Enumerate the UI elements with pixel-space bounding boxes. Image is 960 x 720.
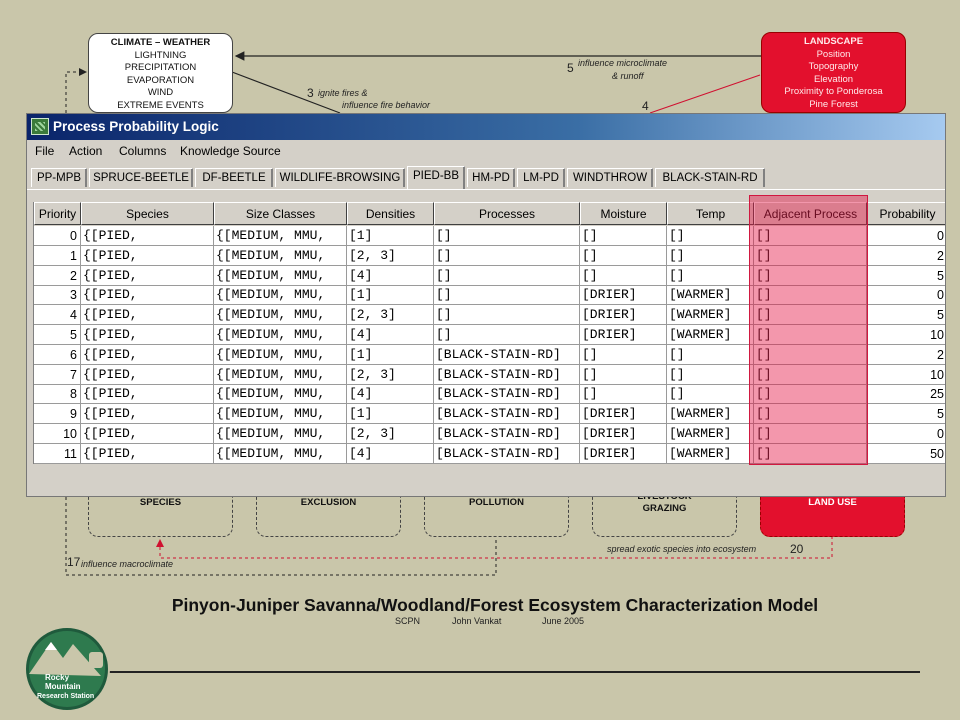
climate-line: PRECIPITATION: [124, 62, 197, 73]
footer-rule: [95, 671, 920, 673]
connector-note-17: influence macroclimate: [81, 559, 174, 569]
menu-knowledge-source[interactable]: Knowledge Source: [180, 144, 281, 158]
size-classes-cell[interactable]: {[MEDIUM, MMU,: [214, 325, 347, 345]
moisture-cell[interactable]: [DRIER]: [580, 404, 667, 424]
logo-text-line: Rocky: [45, 673, 70, 682]
window-title: Process Probability Logic: [53, 119, 219, 134]
landscape-line: Pine Forest: [809, 98, 858, 110]
column-header-species[interactable]: Species: [81, 202, 214, 225]
processes-cell[interactable]: [BLACK-STAIN-RD]: [434, 384, 580, 404]
probability-cell[interactable]: 2: [867, 345, 946, 365]
size-classes-cell[interactable]: {[MEDIUM, MMU,: [214, 305, 347, 325]
temp-cell[interactable]: [WARMER]: [667, 424, 754, 444]
tab-spruce-beetle[interactable]: SPRUCE-BEETLE: [89, 168, 193, 187]
size-classes-cell[interactable]: {[MEDIUM, MMU,: [214, 365, 347, 385]
temp-cell[interactable]: []: [667, 246, 754, 266]
processes-cell[interactable]: [BLACK-STAIN-RD]: [434, 444, 580, 464]
size-classes-cell[interactable]: {[MEDIUM, MMU,: [214, 384, 347, 404]
moisture-cell[interactable]: []: [580, 345, 667, 365]
connector-note-20: spread exotic species into ecosystem: [607, 544, 757, 554]
logo-icon: [15, 624, 120, 714]
table-row[interactable]: [34, 305, 946, 325]
probability-table: [33, 202, 946, 464]
probability-cell[interactable]: 5: [867, 305, 946, 325]
processes-cell[interactable]: [BLACK-STAIN-RD]: [434, 424, 580, 444]
landscape-line: Topography: [808, 61, 859, 72]
priority-cell[interactable]: 2: [34, 266, 81, 286]
adjacent-process-cell[interactable]: []: [754, 226, 867, 246]
table-row[interactable]: [34, 424, 946, 444]
species-cell[interactable]: {[PIED,: [81, 384, 214, 404]
climate-box-title: CLIMATE – WEATHER: [110, 37, 211, 48]
probability-cell[interactable]: 5: [867, 266, 946, 286]
tab-lm-pd[interactable]: LM-PD: [517, 168, 565, 187]
column-header-priority[interactable]: Priority: [34, 202, 81, 225]
column-header-moisture[interactable]: Moisture: [580, 202, 667, 225]
densities-cell[interactable]: [1]: [347, 285, 434, 305]
land-use-label: LAND USE: [808, 497, 857, 508]
climate-line: EXTREME EVENTS: [117, 99, 204, 111]
size-classes-cell[interactable]: {[MEDIUM, MMU,: [214, 345, 347, 365]
moisture-cell[interactable]: [DRIER]: [580, 305, 667, 325]
probability-cell[interactable]: 0: [867, 424, 946, 444]
menu-bar: [27, 140, 945, 162]
column-header-probability[interactable]: Probability: [867, 202, 946, 225]
species-cell[interactable]: {[PIED,: [81, 444, 214, 464]
temp-cell[interactable]: []: [667, 365, 754, 385]
table-row[interactable]: [34, 285, 946, 305]
size-classes-cell[interactable]: {[MEDIUM, MMU,: [214, 285, 347, 305]
logo-text-line: Mountain: [45, 682, 81, 691]
tab-pied-bb[interactable]: PIED-BB: [407, 166, 465, 189]
adjacent-process-cell[interactable]: []: [754, 246, 867, 266]
processes-cell[interactable]: []: [434, 325, 580, 345]
moisture-cell[interactable]: []: [580, 365, 667, 385]
logo-text-line: Research Station: [37, 693, 95, 700]
column-header-densities[interactable]: Densities: [347, 202, 434, 225]
probability-cell[interactable]: 50: [867, 444, 946, 464]
species-cell[interactable]: {[PIED,: [81, 365, 214, 385]
column-header-size-classes[interactable]: Size Classes: [214, 202, 347, 225]
temp-cell[interactable]: []: [667, 345, 754, 365]
landscape-box-title: LANDSCAPE: [803, 36, 864, 47]
moisture-cell[interactable]: [DRIER]: [580, 285, 667, 305]
menu-columns[interactable]: Columns: [119, 144, 167, 158]
exclusion-label: EXCLUSION: [300, 497, 357, 508]
app-icon: [31, 118, 49, 135]
processes-cell[interactable]: []: [434, 226, 580, 246]
landscape-line: Proximity to Ponderosa: [784, 86, 883, 97]
climate-line: WIND: [147, 87, 174, 98]
tab-windthrow[interactable]: WINDTHROW: [567, 168, 653, 187]
table-row[interactable]: [34, 266, 946, 286]
temp-cell[interactable]: [WARMER]: [667, 444, 754, 464]
species-cell[interactable]: {[PIED,: [81, 246, 214, 266]
tab-df-beetle[interactable]: DF-BEETLE: [195, 168, 273, 187]
adjacent-process-cell[interactable]: []: [754, 285, 867, 305]
climate-weather-box: [88, 33, 233, 113]
livestock-grazing-label: GRAZING: [642, 503, 687, 514]
connector-number-5: 5: [567, 61, 574, 75]
model-title: Pinyon-Juniper Savanna/Woodland/Forest Ecosystem Characterization Model: [171, 595, 819, 615]
processes-cell[interactable]: [BLACK-STAIN-RD]: [434, 345, 580, 365]
pollution-label: POLLUTION: [469, 497, 524, 508]
priority-cell[interactable]: 11: [34, 444, 81, 464]
priority-cell[interactable]: 1: [34, 246, 81, 266]
window-titlebar[interactable]: [27, 114, 945, 140]
probability-cell[interactable]: 5: [867, 404, 946, 424]
size-classes-cell[interactable]: {[MEDIUM, MMU,: [214, 226, 347, 246]
densities-cell[interactable]: [2, 3]: [347, 365, 434, 385]
adjacent-process-cell[interactable]: []: [754, 266, 867, 286]
column-header-processes[interactable]: Processes: [434, 202, 580, 225]
probability-cell[interactable]: 10: [867, 325, 946, 345]
table-row[interactable]: [34, 365, 946, 385]
menu-file[interactable]: File: [35, 144, 55, 158]
connector-note-3b: influence fire behavior: [342, 100, 431, 110]
adjacent-process-cell[interactable]: []: [754, 384, 867, 404]
size-classes-cell[interactable]: {[MEDIUM, MMU,: [214, 424, 347, 444]
landscape-line: Position: [816, 48, 851, 60]
adjacent-process-cell[interactable]: []: [754, 444, 867, 464]
species-cell[interactable]: {[PIED,: [81, 226, 214, 246]
densities-cell[interactable]: [4]: [347, 384, 434, 404]
temp-cell[interactable]: [WARMER]: [667, 325, 754, 345]
densities-cell[interactable]: [2, 3]: [347, 305, 434, 325]
species-cell[interactable]: {[PIED,: [81, 305, 214, 325]
moisture-cell[interactable]: [DRIER]: [580, 444, 667, 464]
priority-cell[interactable]: 10: [34, 424, 81, 444]
moisture-cell[interactable]: [DRIER]: [580, 424, 667, 444]
priority-cell[interactable]: 8: [34, 384, 81, 404]
processes-cell[interactable]: []: [434, 285, 580, 305]
priority-cell[interactable]: 9: [34, 404, 81, 424]
densities-cell[interactable]: [1]: [347, 345, 434, 365]
climate-line: LIGHTNING: [134, 49, 187, 61]
processes-cell[interactable]: []: [434, 246, 580, 266]
column-header-temp[interactable]: Temp: [667, 202, 754, 225]
species-cell[interactable]: {[PIED,: [81, 404, 214, 424]
process-probability-window: [26, 113, 946, 497]
table-row[interactable]: [34, 404, 946, 424]
densities-cell[interactable]: [4]: [347, 325, 434, 345]
table-row[interactable]: [34, 345, 946, 365]
size-classes-cell[interactable]: {[MEDIUM, MMU,: [214, 266, 347, 286]
tab-strip: [31, 166, 945, 190]
connector-number-4: 4: [642, 99, 649, 113]
table-row[interactable]: [34, 384, 946, 404]
connector-number-3: 3: [307, 86, 314, 100]
table-row[interactable]: [34, 325, 946, 345]
species-cell[interactable]: {[PIED,: [81, 285, 214, 305]
exotic-species-label: SPECIES: [139, 497, 182, 508]
probability-cell[interactable]: 0: [867, 226, 946, 246]
moisture-cell[interactable]: []: [580, 266, 667, 286]
priority-cell[interactable]: 4: [34, 305, 81, 325]
tab-black-stain-rd[interactable]: BLACK-STAIN-RD: [655, 168, 765, 187]
adjacent-process-cell[interactable]: []: [754, 325, 867, 345]
probability-cell[interactable]: 25: [867, 384, 946, 404]
species-cell[interactable]: {[PIED,: [81, 266, 214, 286]
menu-action[interactable]: Action: [69, 144, 103, 158]
adjacent-process-cell[interactable]: []: [754, 404, 867, 424]
priority-cell[interactable]: 5: [34, 325, 81, 345]
tab-hm-pd[interactable]: HM-PD: [467, 168, 515, 187]
moisture-cell[interactable]: []: [580, 226, 667, 246]
densities-cell[interactable]: [4]: [347, 266, 434, 286]
adjacent-process-cell[interactable]: []: [754, 365, 867, 385]
priority-cell[interactable]: 6: [34, 345, 81, 365]
processes-cell[interactable]: [BLACK-STAIN-RD]: [434, 365, 580, 385]
connector-note-5a: influence microclimate: [578, 58, 668, 68]
adjacent-process-cell[interactable]: []: [754, 305, 867, 325]
densities-cell[interactable]: [1]: [347, 226, 434, 246]
temp-cell[interactable]: []: [667, 266, 754, 286]
connector-note-5b: & runoff: [612, 71, 644, 81]
species-cell[interactable]: {[PIED,: [81, 345, 214, 365]
size-classes-cell[interactable]: {[MEDIUM, MMU,: [214, 404, 347, 424]
adjacent-process-cell[interactable]: []: [754, 424, 867, 444]
densities-cell[interactable]: [1]: [347, 404, 434, 424]
size-classes-cell[interactable]: {[MEDIUM, MMU,: [214, 246, 347, 266]
credit-scpn: SCPN: [395, 616, 421, 626]
connector-number-17: 17: [67, 555, 81, 569]
table-row[interactable]: [34, 444, 946, 464]
size-classes-cell[interactable]: {[MEDIUM, MMU,: [214, 444, 347, 464]
table-row[interactable]: [34, 246, 946, 266]
densities-cell[interactable]: [2, 3]: [347, 424, 434, 444]
tab-pp-mpb[interactable]: PP-MPB: [31, 168, 87, 187]
processes-cell[interactable]: [BLACK-STAIN-RD]: [434, 404, 580, 424]
densities-cell[interactable]: [2, 3]: [347, 246, 434, 266]
densities-cell[interactable]: [4]: [347, 444, 434, 464]
landscape-line: Elevation: [813, 73, 854, 85]
adjacent-process-cell[interactable]: []: [754, 345, 867, 365]
temp-cell[interactable]: []: [667, 226, 754, 246]
probability-cell[interactable]: 2: [867, 246, 946, 266]
credit-date: June 2005: [542, 616, 585, 626]
landscape-box: [761, 32, 906, 113]
probability-cell[interactable]: 10: [867, 365, 946, 385]
tab-separator: [27, 189, 945, 190]
table-header: [34, 202, 946, 226]
table-row[interactable]: [34, 226, 946, 246]
priority-cell[interactable]: 3: [34, 285, 81, 305]
probability-cell[interactable]: 0: [867, 285, 946, 305]
temp-cell[interactable]: [WARMER]: [667, 305, 754, 325]
priority-cell[interactable]: 7: [34, 365, 81, 385]
tab-wildlife-browsing[interactable]: WILDLIFE-BROWSING: [275, 168, 405, 187]
rocky-mountain-research-station-logo: [15, 624, 120, 714]
species-cell[interactable]: {[PIED,: [81, 325, 214, 345]
moisture-cell[interactable]: []: [580, 384, 667, 404]
connector-number-20: 20: [790, 542, 804, 556]
processes-cell[interactable]: []: [434, 305, 580, 325]
processes-cell[interactable]: []: [434, 266, 580, 286]
column-header-adjacent-process[interactable]: Adjacent Process: [754, 202, 867, 225]
temp-cell[interactable]: [WARMER]: [667, 404, 754, 424]
connector-note-3a: ignite fires &: [318, 88, 368, 98]
moisture-cell[interactable]: []: [580, 246, 667, 266]
climate-line: EVAPORATION: [126, 74, 195, 86]
temp-cell[interactable]: []: [667, 384, 754, 404]
temp-cell[interactable]: [WARMER]: [667, 285, 754, 305]
species-cell[interactable]: {[PIED,: [81, 424, 214, 444]
priority-cell[interactable]: 0: [34, 226, 81, 246]
moisture-cell[interactable]: [DRIER]: [580, 325, 667, 345]
credit-author: John Vankat: [452, 616, 502, 626]
